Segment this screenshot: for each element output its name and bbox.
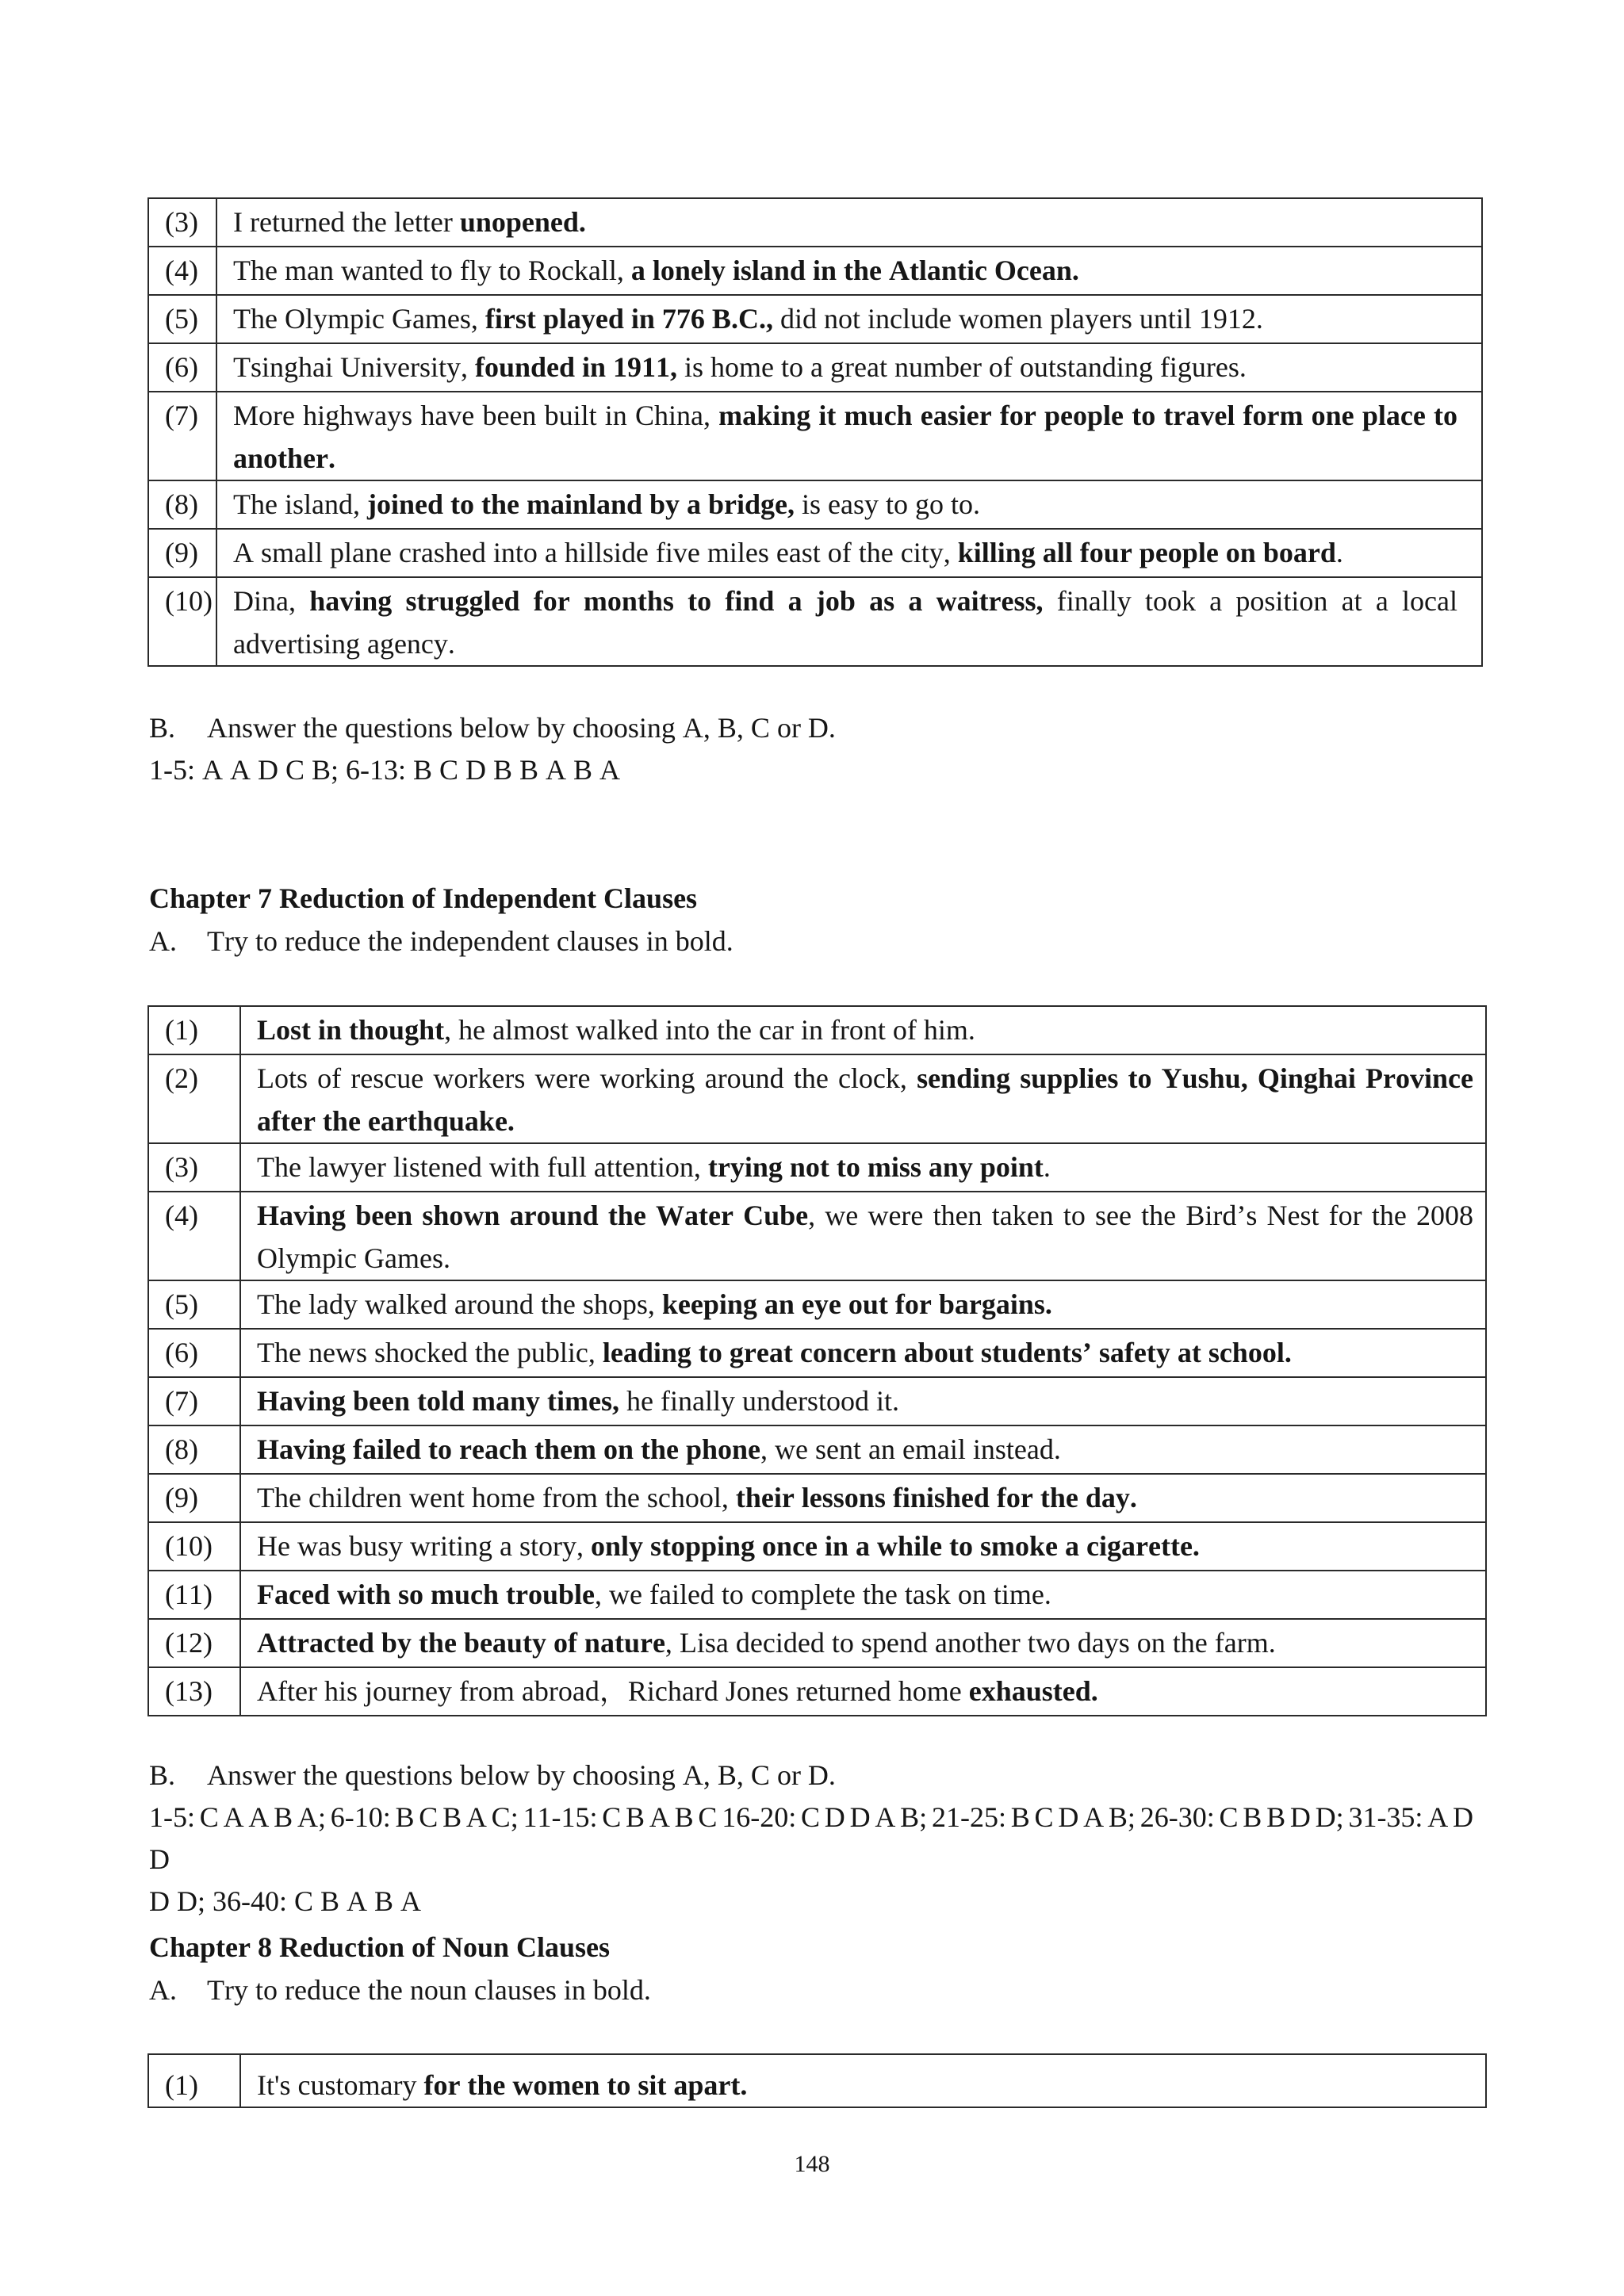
row-number: (8) <box>148 1425 240 1474</box>
row-sentence <box>240 1571 1486 1619</box>
bold-phrase: leading to great concern about students’ safety at school. <box>602 1337 1292 1368</box>
sentence-text: Tsinghai University, <box>233 351 475 383</box>
row-number: (1) <box>148 1006 240 1054</box>
row-number: (7) <box>148 1377 240 1425</box>
instruction-text: Try to reduce the independent clauses in bold. <box>207 925 733 957</box>
sentence-text: . <box>1043 1151 1051 1183</box>
row-sentence <box>216 247 1482 295</box>
table-row <box>148 247 1482 295</box>
row-sentence <box>240 1054 1486 1143</box>
row-sentence <box>216 198 1482 247</box>
table-row <box>148 392 1482 480</box>
table-row <box>148 1425 1486 1474</box>
row-number: (13) <box>148 1667 240 1716</box>
section-b-answers <box>149 707 1473 791</box>
sentence-text: I returned the letter <box>233 206 460 238</box>
row-sentence <box>216 577 1482 666</box>
bold-phrase: trying not to miss any point <box>707 1151 1044 1183</box>
answers-line: 1-5: C A A B A; 6-10: B C B A C; 11-15: C B A B C 16-20: C D D A B; 21-25: B C D A B; 26-30: C B B D D; 31-35: A D D <box>149 1801 1473 1875</box>
sentence-text: Lots of rescue workers were working around the clock, <box>257 1062 917 1094</box>
row-sentence <box>216 392 1482 480</box>
row-number: (10) <box>148 577 216 666</box>
chapter-8-header <box>149 1926 1473 2011</box>
row-sentence <box>240 1425 1486 1474</box>
section-label: A. <box>149 1974 177 2006</box>
bold-phrase: unopened. <box>459 206 586 238</box>
table-row <box>148 1143 1486 1192</box>
row-number: (6) <box>148 343 216 392</box>
sentence-text: The man wanted to fly to Rockall, <box>233 254 631 286</box>
answers-line: 1-5: A A D C B; 6-13: B C D B B A B A <box>149 754 621 786</box>
sentence-text: , we sent an email instead. <box>760 1433 1061 1465</box>
row-sentence <box>240 1667 1486 1716</box>
row-sentence <box>240 1377 1486 1425</box>
row-sentence <box>240 1280 1486 1329</box>
section-label: B. <box>149 712 176 744</box>
reduction-table-continued <box>147 197 1483 667</box>
table-row <box>148 343 1482 392</box>
sentence-text: did not include women players until 1912. <box>772 303 1263 335</box>
row-number: (9) <box>148 1474 240 1522</box>
sentence-text: , Lisa decided to spend another two days on the farm. <box>665 1627 1276 1659</box>
chapter-7-section-b <box>149 1755 1473 1923</box>
instruction-line <box>149 1969 1473 2011</box>
sentence-text: . <box>1335 537 1343 568</box>
sentence-text: he finally understood it. <box>619 1385 899 1417</box>
row-sentence <box>216 480 1482 529</box>
sentence-text: , we were then taken to see the Bird’s Nest for the 2008 Olympic Games. <box>257 1200 1473 1274</box>
row-number: (5) <box>148 1280 240 1329</box>
row-number: (3) <box>148 1143 240 1192</box>
sentence-text: He was busy writing a story, <box>257 1530 591 1562</box>
sentence-text: finally took a position at a local advertising agency. <box>233 585 1458 660</box>
sentence-text: It's customary <box>257 2069 424 2101</box>
bold-phrase: Having failed to reach them on the phone <box>257 1433 760 1465</box>
bold-phrase: only stopping once in a while to smoke a cigarette. <box>590 1530 1200 1562</box>
row-sentence <box>216 295 1482 343</box>
table-row <box>148 1329 1486 1377</box>
sentence-text: After his journey from abroad，Richard Jones returned home <box>257 1675 969 1707</box>
bold-phrase: Attracted by the beauty of nature <box>257 1627 665 1659</box>
bold-phrase: first played in 776 B.C., <box>485 303 773 335</box>
row-sentence <box>240 1143 1486 1192</box>
row-number: (9) <box>148 529 216 577</box>
row-sentence <box>216 529 1482 577</box>
bold-phrase: a lonely island in the Atlantic Ocean. <box>630 254 1079 286</box>
row-number: (5) <box>148 295 216 343</box>
answers-line: D D; 36-40: C B A B A <box>149 1885 422 1917</box>
sentence-text: More highways have been built in China, <box>233 400 719 431</box>
bold-phrase: joined to the mainland by a bridge, <box>366 488 795 520</box>
row-number: (11) <box>148 1571 240 1619</box>
table-row <box>148 1667 1486 1716</box>
row-number: (1) <box>148 2054 240 2107</box>
chapter-title: Chapter 7 Reduction of Independent Clauses <box>149 882 698 914</box>
row-sentence <box>240 1522 1486 1571</box>
row-number: (10) <box>148 1522 240 1571</box>
bold-phrase: Lost in thought <box>257 1014 445 1046</box>
row-sentence <box>240 1329 1486 1377</box>
table-row <box>148 1280 1486 1329</box>
bold-phrase: Having been shown around the Water Cube <box>257 1200 809 1231</box>
table-row <box>148 1054 1486 1143</box>
chapter-8-table <box>147 2053 1487 2108</box>
instruction-line <box>149 920 1473 962</box>
instruction-line <box>149 1755 1473 1797</box>
section-label: B. <box>149 1759 176 1791</box>
bold-phrase: making it much easier for people to travel form one place to another. <box>233 400 1457 474</box>
row-number: (2) <box>148 1054 240 1143</box>
table-row <box>148 480 1482 529</box>
sentence-text: is easy to go to. <box>795 488 981 520</box>
sentence-text: The lady walked around the shops, <box>257 1288 662 1320</box>
bold-phrase: founded in 1911, <box>474 351 678 383</box>
row-sentence <box>240 2054 1486 2107</box>
row-number: (4) <box>148 247 216 295</box>
bold-phrase: sending supplies to Yushu, Qinghai Province after the earthquake. <box>257 1062 1473 1137</box>
table-row <box>148 1006 1486 1054</box>
bold-phrase: exhausted. <box>968 1675 1098 1707</box>
sentence-text: A small plane crashed into a hillside five miles east of the city, <box>233 537 958 568</box>
bold-phrase: killing all four people on board <box>957 537 1336 568</box>
sentence-text: , we failed to complete the task on time. <box>595 1578 1051 1610</box>
sentence-text: The children went home from the school, <box>257 1482 736 1513</box>
table-row <box>148 1474 1486 1522</box>
row-number: (8) <box>148 480 216 529</box>
row-sentence <box>240 1192 1486 1280</box>
row-sentence <box>240 1619 1486 1667</box>
row-number: (12) <box>148 1619 240 1667</box>
chapter-7-header <box>149 877 1473 962</box>
row-number: (4) <box>148 1192 240 1280</box>
sentence-text: is home to a great number of outstanding figures. <box>677 351 1247 383</box>
row-number: (6) <box>148 1329 240 1377</box>
row-sentence <box>240 1006 1486 1054</box>
instruction-text: Answer the questions below by choosing A, B, C or D. <box>207 712 836 744</box>
sentence-text: The island, <box>233 488 367 520</box>
bold-phrase: keeping an eye out for bargains. <box>661 1288 1052 1320</box>
bold-phrase: for the women to sit apart. <box>423 2069 748 2101</box>
table-row <box>148 1522 1486 1571</box>
sentence-text: Dina, <box>233 585 310 617</box>
row-number: (3) <box>148 198 216 247</box>
instruction-line <box>149 707 1473 749</box>
instruction-text: Try to reduce the noun clauses in bold. <box>207 1974 651 2006</box>
table-row <box>148 2054 1486 2107</box>
row-sentence <box>216 343 1482 392</box>
table-row <box>148 1192 1486 1280</box>
table-row <box>148 1377 1486 1425</box>
bold-phrase: their lessons finished for the day. <box>735 1482 1137 1513</box>
table-row <box>148 577 1482 666</box>
table-row <box>148 1619 1486 1667</box>
sentence-text: The Olympic Games, <box>233 303 485 335</box>
table-row <box>148 295 1482 343</box>
chapter-7-table <box>147 1005 1487 1716</box>
chapter-title: Chapter 8 Reduction of Noun Clauses <box>149 1931 611 1963</box>
bold-phrase: Having been told many times, <box>257 1385 620 1417</box>
sentence-text: , he almost walked into the car in front of him. <box>444 1014 975 1046</box>
sentence-text: The lawyer listened with full attention, <box>257 1151 708 1183</box>
table-row <box>148 1571 1486 1619</box>
section-label: A. <box>149 925 177 957</box>
bold-phrase: having struggled for months to find a job as a waitress, <box>309 585 1044 617</box>
table-row <box>148 529 1482 577</box>
table-row <box>148 198 1482 247</box>
sentence-text: The news shocked the public, <box>257 1337 603 1368</box>
instruction-text: Answer the questions below by choosing A, B, C or D. <box>207 1759 836 1791</box>
bold-phrase: Faced with so much trouble <box>257 1578 595 1610</box>
page-number: 148 <box>794 2151 830 2177</box>
row-number: (7) <box>148 392 216 480</box>
row-sentence <box>240 1474 1486 1522</box>
